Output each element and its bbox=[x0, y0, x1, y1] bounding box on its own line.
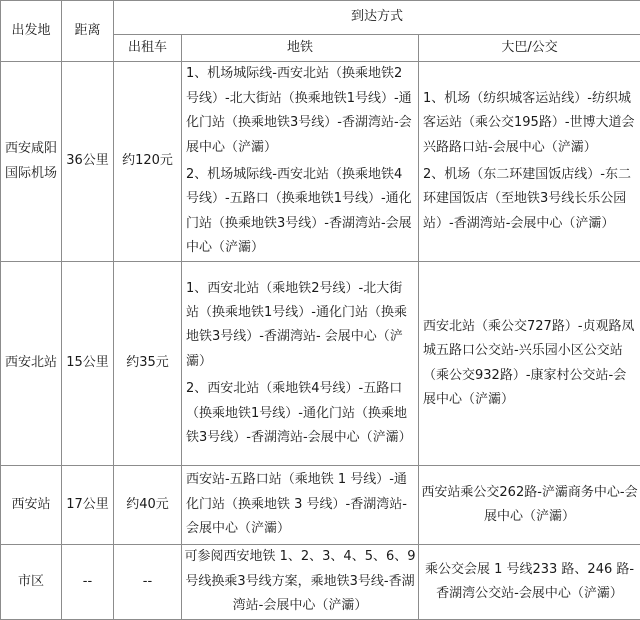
bus-route: 西安北站（乘公交727路）-贞观路凤城五路口公交站-兴乐园小区公交站（乘公交932路）-康家村公交站-会展中心（浐灞） bbox=[423, 315, 637, 413]
bus-cell bbox=[419, 545, 640, 620]
origin-cell: 市区 bbox=[1, 545, 62, 620]
header-distance: 距离 bbox=[62, 1, 114, 62]
distance-cell: 15公里 bbox=[62, 262, 114, 466]
metro-route: 西安站-五路口站（乘地铁 1 号线）-通化门站（换乘地铁 3 号线）-香湖湾站-会展中心（浐灞） bbox=[186, 468, 415, 541]
metro-cell bbox=[182, 466, 419, 545]
metro-cell bbox=[182, 262, 419, 466]
taxi-cell: -- bbox=[114, 545, 182, 620]
origin-cell: 西安北站 bbox=[1, 262, 62, 466]
taxi-cell: 约120元 bbox=[114, 62, 182, 262]
metro-route: 1、西安北站（乘地铁2号线）-北大街站（换乘地铁1号线）-通化门站（换乘地铁3号线）-香湖湾站- 会展中心（浐灞） bbox=[186, 277, 415, 375]
bus-route: 西安站乘公交262路-浐灞商务中心-会展中心（浐灞） bbox=[421, 481, 638, 530]
table-row bbox=[1, 545, 640, 620]
metro-route: 可参阅西安地铁 1、2、3、4、5、6、9 号线换乘3号线方案，乘地铁3号线-香湖湾站-会展中心（浐灞） bbox=[184, 545, 416, 618]
table-row bbox=[1, 262, 640, 466]
header-row-top bbox=[1, 1, 640, 35]
table-row bbox=[1, 62, 640, 262]
distance-cell: 36公里 bbox=[62, 62, 114, 262]
header-arrival-methods: 到达方式 bbox=[114, 1, 640, 35]
header-metro: 地铁 bbox=[182, 35, 419, 62]
bus-route: 2、机场（东二环建国饭店线）-东二环建国饭店（至地铁3号线长乐公园站）-香湖湾站-会展中心（浐灞） bbox=[423, 163, 637, 236]
bus-cell bbox=[419, 466, 640, 545]
bus-cell bbox=[419, 262, 640, 466]
bus-cell bbox=[419, 62, 640, 262]
taxi-cell: 约40元 bbox=[114, 466, 182, 545]
metro-route: 2、西安北站（乘地铁4号线）-五路口（换乘地铁1号线）-通化门站（换乘地铁3号线）-香湖湾站-会展中心（浐灞） bbox=[186, 377, 415, 450]
metro-cell bbox=[182, 545, 419, 620]
metro-route: 2、机场城际线-西安北站（换乘地铁4号线）-五路口（换乘地铁1号线）-通化门站（换乘地铁3号线）-香湖湾站-会展中心（浐灞） bbox=[186, 163, 415, 261]
header-taxi: 出租车 bbox=[114, 35, 182, 62]
origin-cell: 西安站 bbox=[1, 466, 62, 545]
table-row bbox=[1, 466, 640, 545]
origin-cell: 西安咸阳国际机场 bbox=[1, 62, 62, 262]
metro-route: 1、机场城际线-西安北站（换乘地铁2号线）-北大街站（换乘地铁1号线）-通化门站（换乘地铁3号线）-香湖湾站-会展中心（浐灞） bbox=[186, 62, 415, 160]
metro-cell bbox=[182, 62, 419, 262]
distance-cell: -- bbox=[62, 545, 114, 620]
taxi-cell: 约35元 bbox=[114, 262, 182, 466]
bus-route: 乘公交会展 1 号线233 路、246 路-香湖湾公交站-会展中心（浐灞） bbox=[421, 558, 638, 607]
distance-cell: 17公里 bbox=[62, 466, 114, 545]
header-bus: 大巴/公交 bbox=[419, 35, 640, 62]
header-origin: 出发地 bbox=[1, 1, 62, 62]
bus-route: 1、机场（纺织城客运站线）-纺织城客运站（乘公交195路）-世博大道会兴路路口站-会展中心（浐灞） bbox=[423, 87, 637, 160]
